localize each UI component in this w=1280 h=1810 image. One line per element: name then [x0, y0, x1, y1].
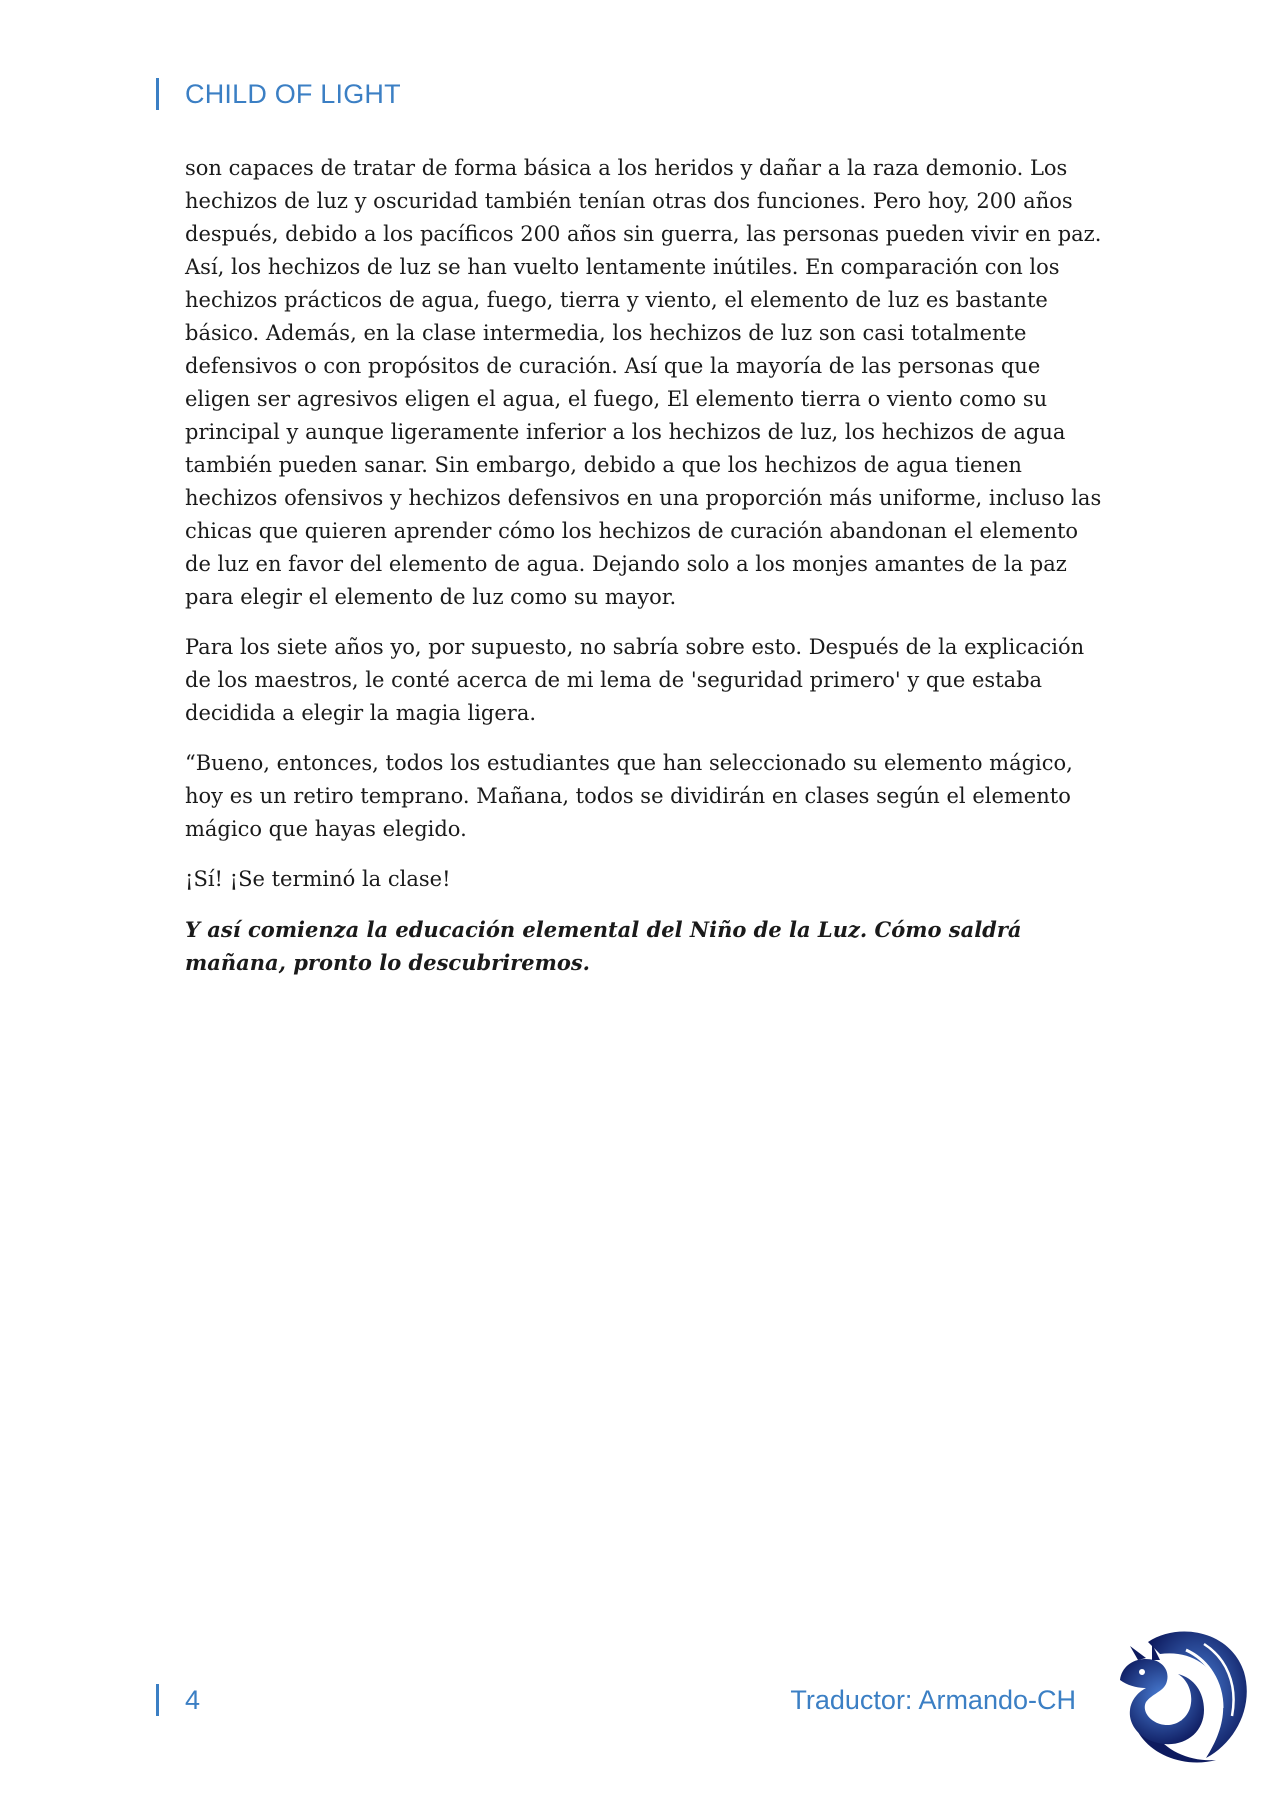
document-body — [185, 152, 1105, 996]
dragon-logo-icon — [1108, 1620, 1253, 1770]
page-number: 4 — [185, 1684, 201, 1715]
header-accent-bar — [156, 78, 159, 110]
page-header — [156, 76, 401, 112]
page-footer — [156, 1680, 1076, 1720]
header-title: CHILD OF LIGHT — [185, 78, 401, 109]
translator-credit: Traductor: Armando-CH — [790, 1684, 1076, 1715]
footer-accent-bar — [156, 1684, 159, 1716]
paragraph-3: “Bueno, entonces, todos los estudiantes que han seleccionado su elemento mágico, hoy es un retiro temprano. Mañana, todos se dividirán en clases según el elemento mágico que hayas elegido. — [185, 751, 1073, 841]
paragraph-2: Para los siete años yo, por supuesto, no sabría sobre esto. Después de la explicación de los maestros, le conté acerca de mi lema de 'seguridad primero' y que estaba decidida a elegir la magia ligera. — [185, 635, 1085, 725]
paragraph-4: ¡Sí! ¡Se terminó la clase! — [185, 867, 451, 891]
paragraph-1: son capaces de tratar de forma básica a los heridos y dañar a la raza demonio. Los hechizos de luz y oscuridad también tenían otras dos funciones. Pero hoy, 200 años después, debido a los pacíficos 200 años sin guerra, las personas pueden vivir en paz. Así, los hechizos de luz se han vuelto lentamente inútiles. En comparación con los hechizos prácticos de agua, fuego, tierra y viento, el elemento de luz es bastante básico. Además, en la clase intermedia, los hechizos de luz son casi totalmente defensivos o con propósitos de curación. Así que la mayoría de las personas que eligen ser agresivos eligen el agua, el fuego, El elemento tierra o viento como su principal y aunque ligeramente inferior a los hechizos de luz, los hechizos de agua también pueden sanar. Sin embargo, debido a que los hechizos de agua tienen hechizos ofensivos y hechizos defensivos en una proporción más uniforme, incluso las chicas que quieren aprender cómo los hechizos de curación abandonan el elemento de luz en favor del elemento de agua. Dejando solo a los monjes amantes de la paz para elegir el elemento de luz como su mayor. — [185, 156, 1102, 609]
closing-paragraph: Y así comienza la educación elemental del Niño de la Luz. Cómo saldrá mañana, pronto lo descubriremos. — [185, 917, 1022, 975]
